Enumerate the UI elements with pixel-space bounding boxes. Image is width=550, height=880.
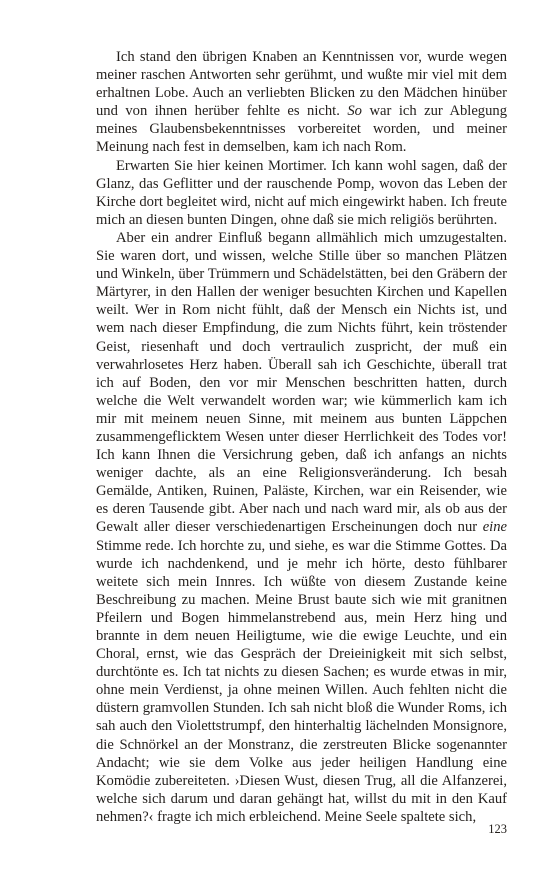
page-body [96,48,507,826]
page-number: 123 [488,822,507,836]
paragraph [96,157,507,229]
text-run: Erwarten Sie hier keinen Mortimer. Ich kann wohl sagen, daß der Glanz, das Geflitter und der rauschende Pomp, wovon das Leben der Kirche dort begleitet wird, nicht auf mich eingewirkt haben. Ich freute mich an diesen bunten Dingen, ohne daß sie mich religiös berührten. [96,157,507,228]
paragraph [96,48,507,157]
italic-text: So [347,103,362,120]
italic-text: eine [482,519,507,536]
text-run: Ich stand den übrigen Knaben an Kenntnissen vor, wurde wegen meiner raschen Antworten sehr gerühmt, und wußte mir viel mit dem erhaltnen Lobe. Auch an verliebten Blicken zu den Mädchen hinüber und von ihnen herüber fehlte es nicht. [96,49,507,120]
paragraph [96,229,507,826]
text-run: Stimme rede. Ich horchte zu, und siehe, es war die Stimme Gottes. Da wurde ich nachdenkend, und je mehr ich hörte, desto fühlbarer weitete sich mein Innres. Ich wüßte von diesem Zustande keine Beschreibung zu machen. Meine Brust baute sich wie mit granitnen Pfeilern und Bogen himmelanstrebend aus, mein Herz hing und brannte in dem neuen Heiligtume, wie die ewige Leuchte, und ein Choral, ernst, wie das Gespräch der Dreieinigkeit mit sich selbst, durchtönte es. Ich tat nichts zu diesen Sachen; es wurde etwas in mir, ohne mein Verdienst, ja ohne meinen Willen. Auch fehlten nicht die düstern gramvollen Stunden. Ich sah nicht bloß die Wunder Roms, ich sah auch den Violettstrumpf, den hinterhaltig lächelnden Monsignore, die Schnörkel an der Monstranz, die zerstreuten Blicke sogenannter Andacht; wie sie dem Volke aus jeder heiligen Handlung eine Komödie zubereiteten. ›Diesen Wust, diesen Trug, all die Alfanzerei, welche sich darum und daran gehängt hat, willst du mit in den Kauf nehmen?‹ fragte ich mich erbleichend. Meine Seele spaltete sich, [96,537,507,825]
text-run: war ich zur Ablegung meines Glaubensbekenntnisses vorbereitet worden, und meiner Meinung nach fest in demselben, kam ich nach Rom. [96,103,507,156]
text-run: Aber ein andrer Einfluß begann allmählich mich umzugestalten. Sie waren dort, und wissen, welche Stille über so manchen Plätzen und Winkeln, über Trümmern und Schädelstätten, bei den Gräbern der Märtyrer, in den Hallen der weniger besuchten Kirchen und Kapellen weilt. Wer in Rom nicht fühlt, daß der Mensch ein Nichts ist, und wem nach dieser Empfindung, die zum Nichts führt, kein tröstender Geist, riesenhaft und doch vertraulich zuspricht, der muß ein verwahrlosetes Herz haben. Überall sah ich Geschichte, überall trat ich auf Boden, den vor mir Menschen beschritten hatten, durch welche die Welt verwandelt worden war; wie kümmerlich kam ich mir mit meinem neuen Sinne, mit meinem aus bunten Läppchen zusammengeflicktem Wesen unter dieser Herrlichkeit des Todes vor! Ich kann Ihnen die Versichrung geben, daß ich anfangs an nichts weniger dachte, als an eine Religionsveränderung. Ich besah Gemälde, Antiken, Ruinen, Paläste, Kirchen, war ein Reisender, wie es deren Tausende gibt. Aber nach und nach ward mir, als ob aus der Gewalt aller dieser verschiedenartigen Erscheinungen doch nur [96,229,507,536]
